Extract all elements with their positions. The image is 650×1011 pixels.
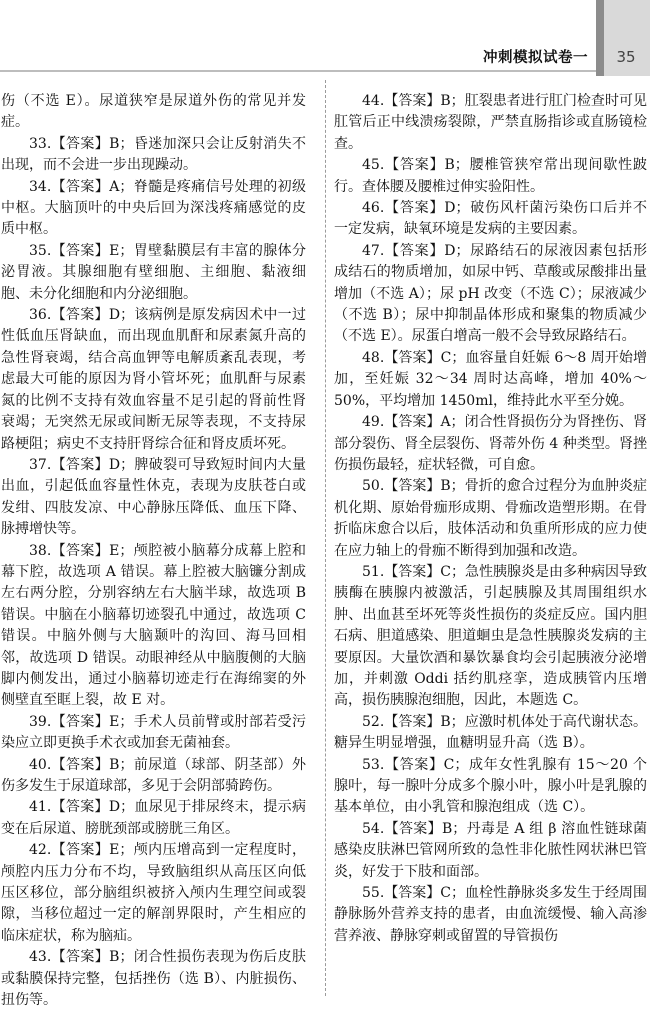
right-column bbox=[334, 91, 647, 947]
answer-paragraph: 43.【答案】B；闭合性损伤表现为伤后皮肤或黏膜保持完整，包括挫伤（选 B）、内脏损伤、扭伤等。 bbox=[1, 949, 306, 1009]
answer-paragraph: 35.【答案】E；胃壁黏膜层有丰富的腺体分泌胃液。其腺细胞有壁细胞、主细胞、黏液细胞、未分化细胞和内分泌细胞。 bbox=[1, 242, 306, 302]
answer-paragraph: 45.【答案】B；腰椎管狭窄常出现间歇性跛行。查体腰及腰椎过伸实验阳性。 bbox=[334, 157, 647, 195]
answer-paragraph: 55.【答案】C；血栓性静脉炎多发生于经周围静脉肠外营养支持的患者，由血流缓慢、输入高渗营养液、静脉穿刺或留置的导管损伤 bbox=[334, 885, 647, 944]
answer-paragraph: 34.【答案】A；脊髓是疼痛信号处理的初级中枢。大脑顶叶的中央后回为深浅疼痛感觉的皮质中枢。 bbox=[1, 178, 306, 238]
page-tab-accent-bar bbox=[596, 0, 604, 76]
answer-paragraph: 38.【答案】E；颅腔被小脑幕分成幕上腔和幕下腔，故选项 A 错误。幕上腔被大脑镰分割成左右两分腔，分别容纳左右大脑半球，故选项 B 错误。中脑在小脑幕切迹裂孔中通过，故选项 C 错误。中脑外侧与大脑颞叶的沟回、海马回相邻，故选项 D 错误。动眼神经从中脑腹侧的大脑脚内侧发出，通过小脑幕切迹走行在海绵窦的外侧壁直至眶上裂，故 E 对。 bbox=[1, 542, 306, 709]
answer-paragraph: 52.【答案】B；应激时机体处于高代谢状态。糖异生明显增强，血糖明显升高（选 B）。 bbox=[334, 713, 647, 752]
header-rule bbox=[0, 70, 596, 72]
page-number: 35 bbox=[616, 48, 636, 66]
answer-paragraph: 47.【答案】D；尿路结石的尿液因素包括形成结石的物质增加，如尿中钙、草酸或尿酸排出量增加（不选 A）；尿 pH 改变（不选 C）；尿液减少（不选 B）；尿中抑制晶体形成和聚集的物质减少（不选 E）。尿蛋白增高一般不会导致尿路结石。 bbox=[334, 242, 647, 345]
answer-paragraph: 37.【答案】D；脾破裂可导致短时间内大量出血，引起低血容量性休克，表现为皮肤苍白或发绀、四肢发凉、中心静脉压降低、血压下降、脉搏增快等。 bbox=[1, 456, 306, 538]
answer-paragraph: 42.【答案】E；颅内压增高到一定程度时，颅腔内压力分布不均，导致脑组织从高压区向低压区移位，部分脑组织被挤入颅内生理空间或裂隙，当移位超过一定的解剖界限时，产生相应的临床症状，称为脑疝。 bbox=[1, 842, 306, 944]
answer-paragraph: 伤（不选 E）。尿道狭窄是尿道外伤的常见并发症。 bbox=[1, 93, 306, 131]
column-divider bbox=[325, 80, 326, 996]
answer-paragraph: 49.【答案】A；闭合性肾损伤分为肾挫伤、肾部分裂伤、肾全层裂伤、肾蒂外伤 4 种类型。肾挫伤损伤最轻，症状轻微，可自愈。 bbox=[334, 414, 647, 473]
answer-paragraph: 39.【答案】E；手术人员前臂或肘部若受污染应立即更换手术衣或加套无菌袖套。 bbox=[1, 713, 306, 752]
running-title: 冲刺模拟试卷一 bbox=[483, 50, 588, 66]
answer-paragraph: 33.【答案】B；昏迷加深只会让反射消失不出现，而不会进一步出现躁动。 bbox=[1, 135, 306, 174]
answer-paragraph: 51.【答案】C；急性胰腺炎是由多种病因导致胰酶在胰腺内被激活，引起胰腺及其周围组织水肿、出血甚至坏死等炎性损伤的炎症反应。国内胆石病、胆道感染、胆道蛔虫是急性胰腺炎发病的主要原因。大量饮酒和暴饮暴食均会引起胰液分泌增加，并刺激 Oddi 括约肌痉挛，造成胰管内压增高，损伤胰腺泡细胞，因此，本题选 C。 bbox=[334, 563, 647, 709]
answer-paragraph: 40.【答案】B；前尿道（球部、阴茎部）外伤多发生于尿道球部，多见于会阴部骑跨伤。 bbox=[1, 756, 306, 794]
answer-paragraph: 54.【答案】B；丹毒是 A 组 β 溶血性链球菌感染皮肤淋巴管网所致的急性非化脓性网状淋巴管炎，好发于下肢和面部。 bbox=[334, 820, 647, 880]
answer-paragraph: 46.【答案】D；破伤风杆菌污染伤口后并不一定发病，缺氧环境是发病的主要因素。 bbox=[334, 200, 647, 238]
answer-paragraph: 44.【答案】B；肛裂患者进行肛门检查时可见肛管后正中线溃疡裂隙，严禁直肠指诊或直肠镜检查。 bbox=[334, 93, 647, 152]
answer-paragraph: 53.【答案】C；成年女性乳腺有 15～20 个腺叶，每一腺叶分成多个腺小叶，腺小叶是乳腺的基本单位，由小乳管和腺泡组成（选 C）。 bbox=[334, 756, 647, 816]
page-header bbox=[0, 0, 650, 80]
answer-paragraph: 50.【答案】B；骨折的愈合过程分为血肿炎症机化期、原始骨痂形成期、骨痂改造塑形期。在骨折临床愈合以后，肢体活动和负重所形成的应力使在应力轴上的骨痂不断得到加强和改造。 bbox=[334, 478, 647, 559]
left-column bbox=[1, 91, 306, 1011]
answer-paragraph: 41.【答案】D；血尿见于排尿终末，提示病变在后尿道、膀胱颈部或膀胱三角区。 bbox=[1, 799, 306, 837]
answer-paragraph: 48.【答案】C；血容量自妊娠 6～8 周开始增加，至妊娠 32～34 周时达高峰，增加 40%～50%，平均增加 1450ml，维持此水平至分娩。 bbox=[334, 349, 647, 409]
answer-paragraph: 36.【答案】D；该病例是原发病因术中一过性低血压肾缺血，而出现血肌酐和尿素氮升高的急性肾衰竭，结合高血钾等电解质紊乱表现，考虑最大可能的原因为肾小管坏死；血肌酐与尿素氮的比例不支持有效血容量不足引起的肾前性肾衰竭；无突然无尿或间断无尿等表现，不支持尿路梗阻；病史不支持肝肾综合征和肾皮质坏死。 bbox=[1, 307, 306, 452]
